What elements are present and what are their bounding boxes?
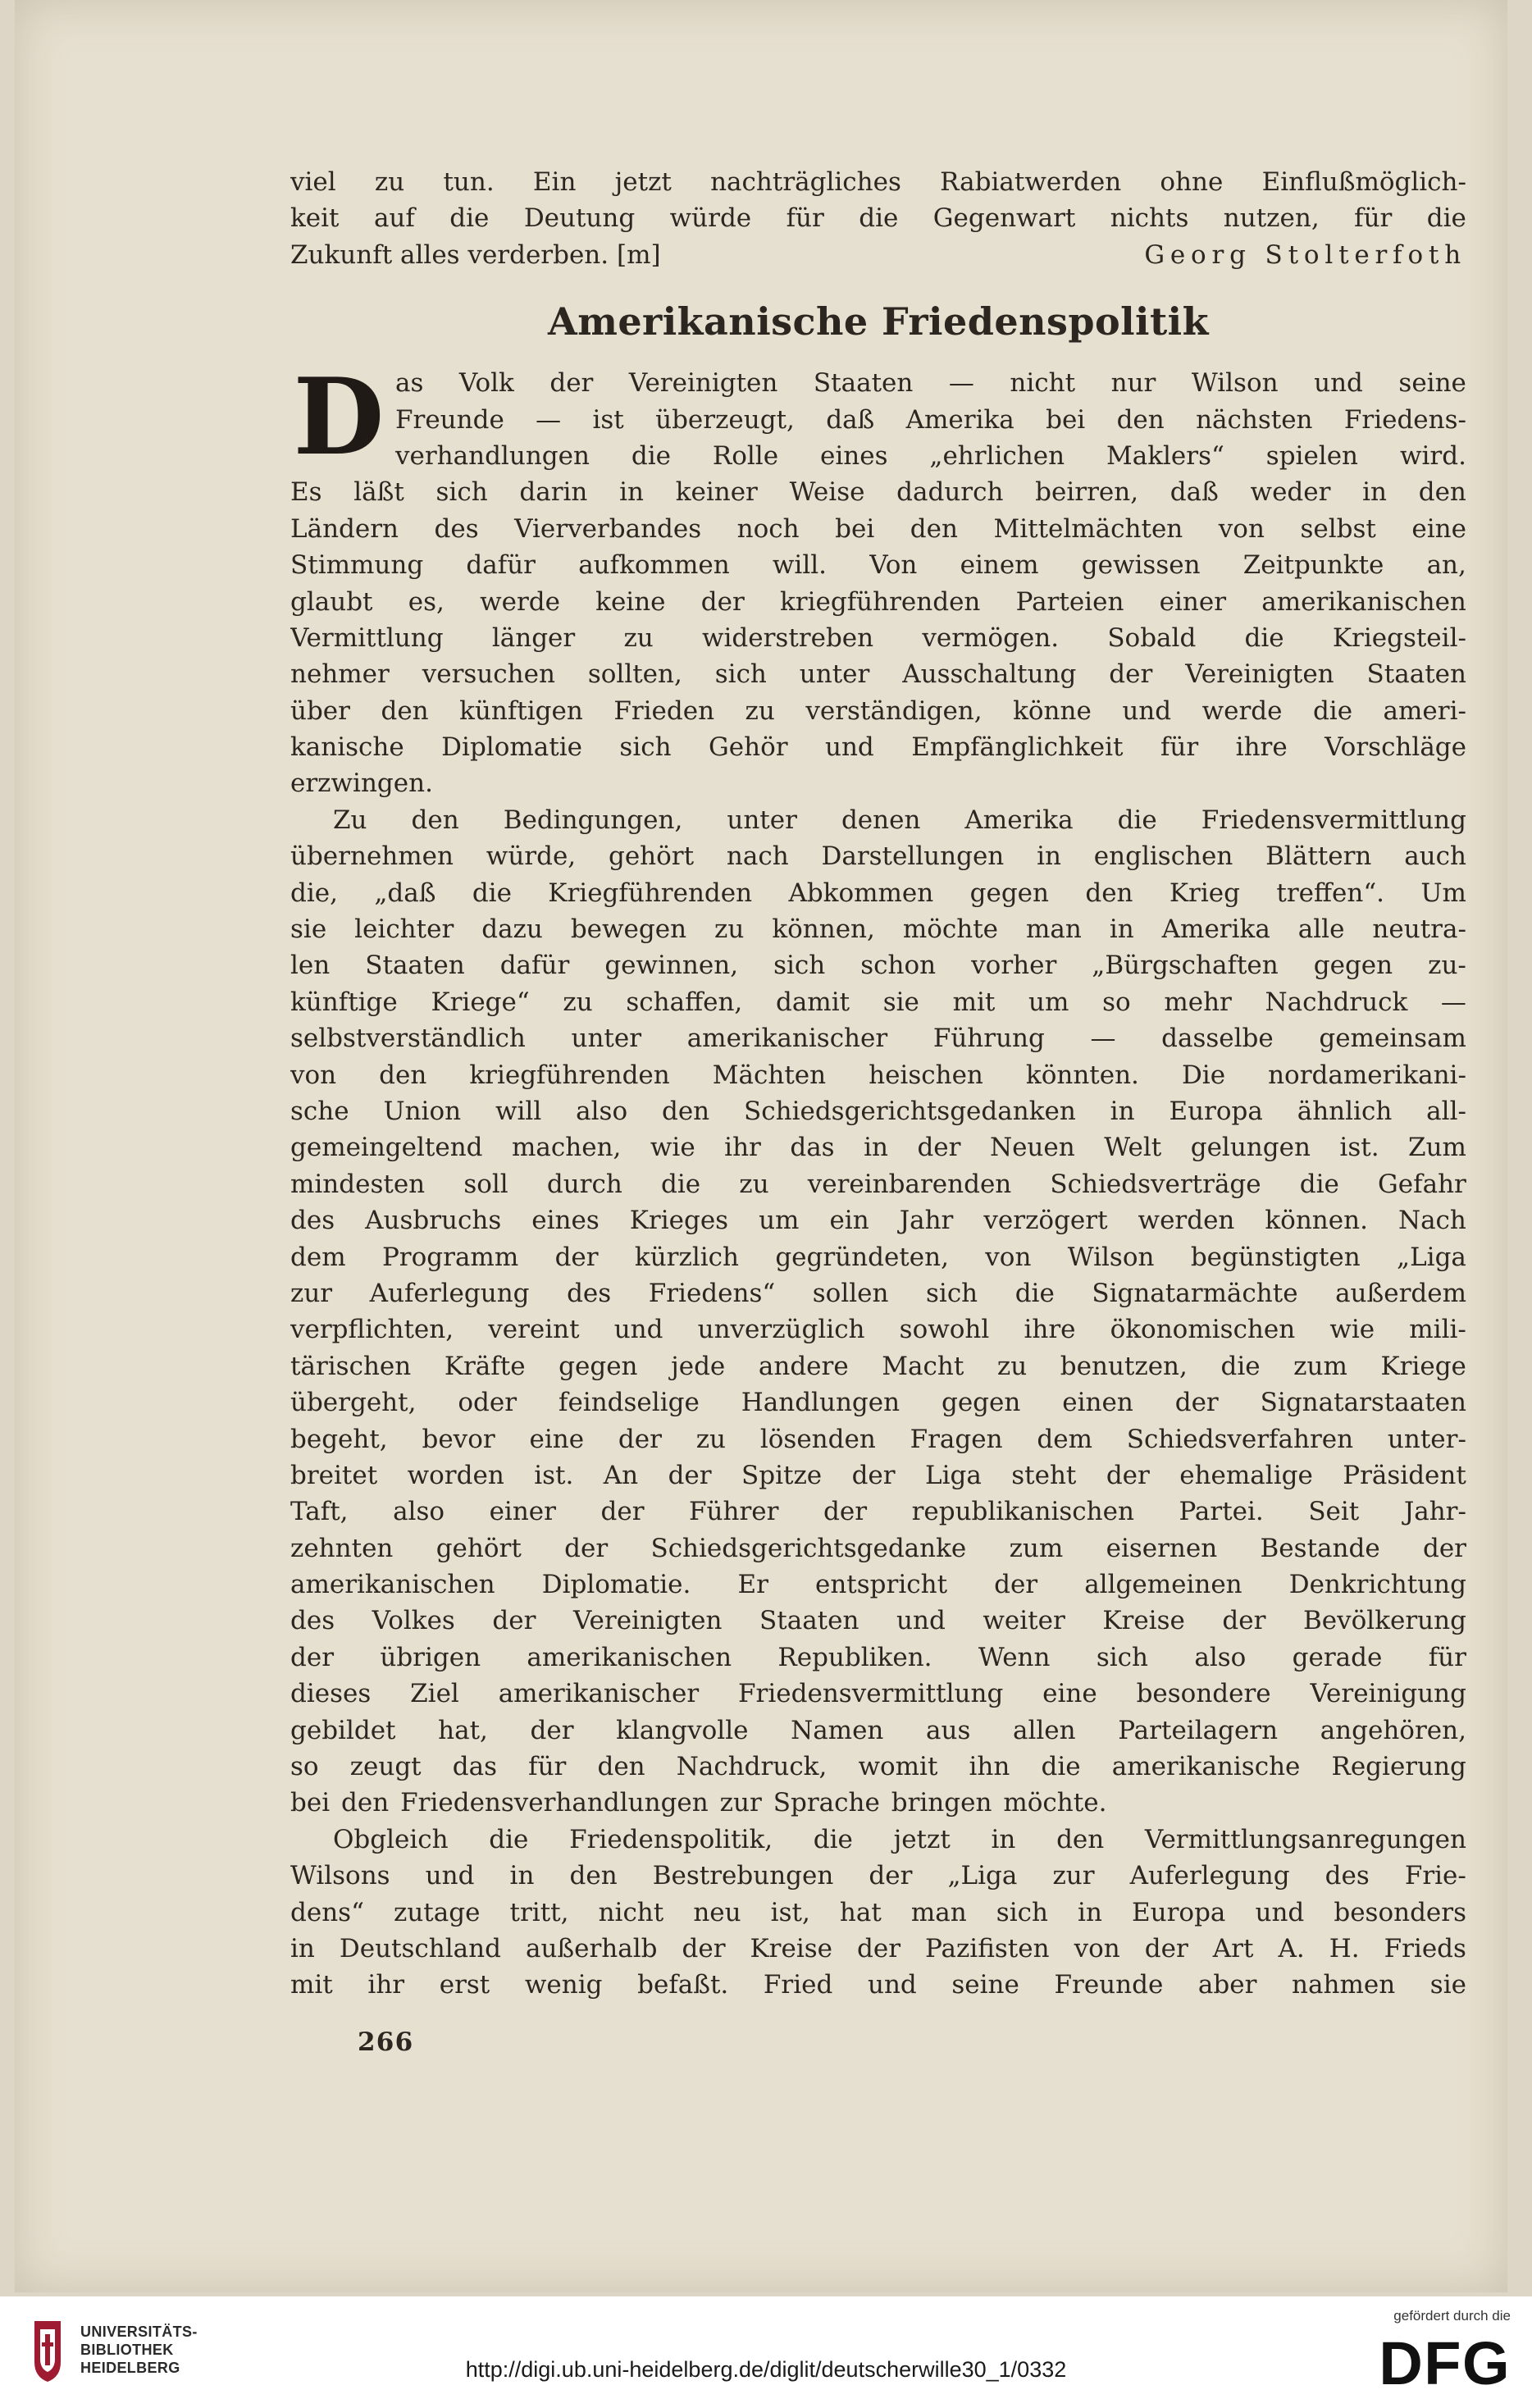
text-line: Obgleich die Friedenspolitik, die jetzt in den Vermittlungsanregungen [333,1824,1466,1854]
paragraph-3 [290,1822,1466,2004]
text-line: amerikanischen Diplomatie. Er entspricht der allgemeinen Denkrichtung [290,1570,1466,1600]
text-line: dieses Ziel amerikanischer Friedensvermittlung eine besondere Vereinigung [290,1679,1466,1709]
dropcap-lines [290,356,1466,480]
text-line: so zeugt das für den Nachdruck, womit ihn die amerikanische Regierung [290,1752,1466,1782]
text-line: erzwingen. [290,768,433,799]
text-line: Es läßt sich darin in keiner Weise dadurch beirren, daß weder in den [290,477,1466,508]
page-number: 266 [358,2027,414,2057]
text-line: tärischen Kräfte gegen jede andere Macht zu benutzen, die zum Kriege [290,1351,1466,1381]
text-line: nehmer versuchen sollten, sich unter Ausschaltung der Vereinigten Staaten [290,659,1466,690]
text-line: übernehmen würde, gehört nach Darstellungen in englischen Blättern auch [290,841,1466,872]
text-line: künftige Kriege“ zu schaffen, damit sie mit um so mehr Nachdruck — [290,987,1466,1017]
text-line: des Volkes der Vereinigten Staaten und weiter Kreise der Bevölkerung [290,1606,1466,1636]
text-line: gebildet hat, der klangvolle Namen aus allen Parteilagern angehören, [290,1715,1466,1745]
text-line: Ländern des Vierverbandes noch bei den Mittelmächten von selbst eine [290,513,1466,544]
text-line: keit auf die Deutung würde für die Gegenwart nichts nutzen, für die [290,203,1466,234]
text-line: Vermittlung länger zu widerstreben vermögen. Sobald die Kriegsteil- [290,623,1466,653]
text-line: Freunde — ist überzeugt, daß Amerika bei den nächsten Friedens- [395,404,1466,435]
paragraph-2 [290,802,1466,1822]
dfg-logo: DFG [1379,2329,1511,2397]
text-line: über den künftigen Frieden zu verständigen, könne und werde die ameri- [290,695,1466,726]
text-block [290,164,1466,2004]
text-line: des Ausbruchs eines Krieges um ein Jahr verzögert werden können. Nach [290,1206,1466,1236]
text-line: glaubt es, werde keine der kriegführenden Parteien einer amerikanischen [290,586,1466,617]
text-line: begeht, bevor eine der zu lösenden Fragen dem Schiedsverfahren unter- [290,1424,1466,1454]
library-name-line: UNIVERSITÄTS- [80,2324,198,2340]
book-page [15,0,1507,2292]
article-title: Amerikanische Friedenspolitik [548,299,1209,344]
text-line: Wilsons und in den Bestrebungen der „Liga zur Auferlegung des Frie- [290,1861,1466,1891]
text-line: Zu den Bedingungen, unter denen Amerika die Friedensvermittlung [333,805,1466,835]
text-line: der übrigen amerikanischen Republiken. Wenn sich also gerade für [290,1642,1466,1672]
text-line: Taft, also einer der Führer der republikanischen Partei. Seit Jahr- [290,1497,1466,1527]
text-line: Stimmung dafür aufkommen will. Von einem gewissen Zeitpunkte an, [290,550,1466,581]
dropcap-initial: D [293,356,385,480]
text-line: len Staaten dafür gewinnen, sich schon vorher „Bürgschaften gegen zu- [290,951,1466,981]
text-line: von den kriegführenden Mächten heischen könnten. Die nordamerikani- [290,1060,1466,1090]
text-line: sie leichter dazu bewegen zu können, möchte man in Amerika alle neutra- [290,914,1466,945]
text-line: dem Programm der kürzlich gegründeten, von Wilson begünstigten „Liga [290,1242,1466,1272]
library-name-line: BIBLIOTHEK [80,2342,174,2358]
text-line: gemeingeltend machen, wie ihr das in der Neuen Welt gelungen ist. Zum [290,1133,1466,1163]
text-line: viel zu tun. Ein jetzt nachträgliches Rabiatwerden ohne Einflußmöglich- [290,167,1466,197]
library-name-line: HEIDELBERG [80,2360,180,2376]
text-line: bei den Friedensverhandlungen zur Sprache bringen möchte. [290,1788,1107,1818]
text-line: sche Union will also den Schiedsgerichtsgedanken in Europa ähnlich all- [290,1096,1466,1126]
closing-line-text: Zukunft alles verderben. [m] [290,239,661,270]
opening-lines [290,164,1466,237]
text-line: zur Auferlegung des Friedens“ sollen sich die Signatarmächte außerdem [290,1278,1466,1308]
funder-label: gefördert durch die [1393,2308,1511,2324]
text-line: breitet worden ist. An der Spitze der Liga steht der ehemalige Präsident [290,1460,1466,1490]
text-line: dens“ zutage tritt, nicht neu ist, hat man sich in Europa und besonders [290,1897,1466,1927]
text-line: in Deutschland außerhalb der Kreise der Pazifisten von der Art A. H. Frieds [290,1933,1466,1963]
source-url-link[interactable]: http://digi.ub.uni-heidelberg.de/diglit/deutscherwille30_1/0332 [465,2357,1067,2382]
text-line: kanische Diplomatie sich Gehör und Empfänglichkeit für ihre Vorschläge [290,732,1466,763]
text-line: as Volk der Vereinigten Staaten — nicht nur Wilson und seine [395,368,1466,399]
text-line: verhandlungen die Rolle eines „ehrlichen Maklers“ spielen wird. [395,440,1466,471]
text-line: selbstverständlich unter amerikanischer Führung — dasselbe gemeinsam [290,1024,1466,1054]
text-line: mit ihr erst wenig befaßt. Fried und seine Freunde aber nahmen sie [290,1970,1466,2000]
text-line: verpflichten, vereint und unverzüglich sowohl ihre ökonomischen wie mili- [290,1315,1466,1345]
viewer-footer [0,2296,1532,2408]
text-line: mindesten soll durch die zu vereinbarenden Schiedsverträge die Gefahr [290,1169,1466,1199]
closing-line [290,237,1466,273]
text-line: zehnten gehört der Schiedsgerichtsgedanke zum eisernen Bestande der [290,1533,1466,1563]
text-line: die, „daß die Kriegführenden Abkommen gegen den Krieg treffen“. Um [290,878,1466,908]
dropcap-paragraph [290,356,1466,480]
author-signature: Georg Stolterfoth [1144,239,1466,270]
paragraph-1 [290,474,1466,802]
text-line: übergeht, oder feindselige Handlungen gegen einen der Signatarstaaten [290,1388,1466,1418]
